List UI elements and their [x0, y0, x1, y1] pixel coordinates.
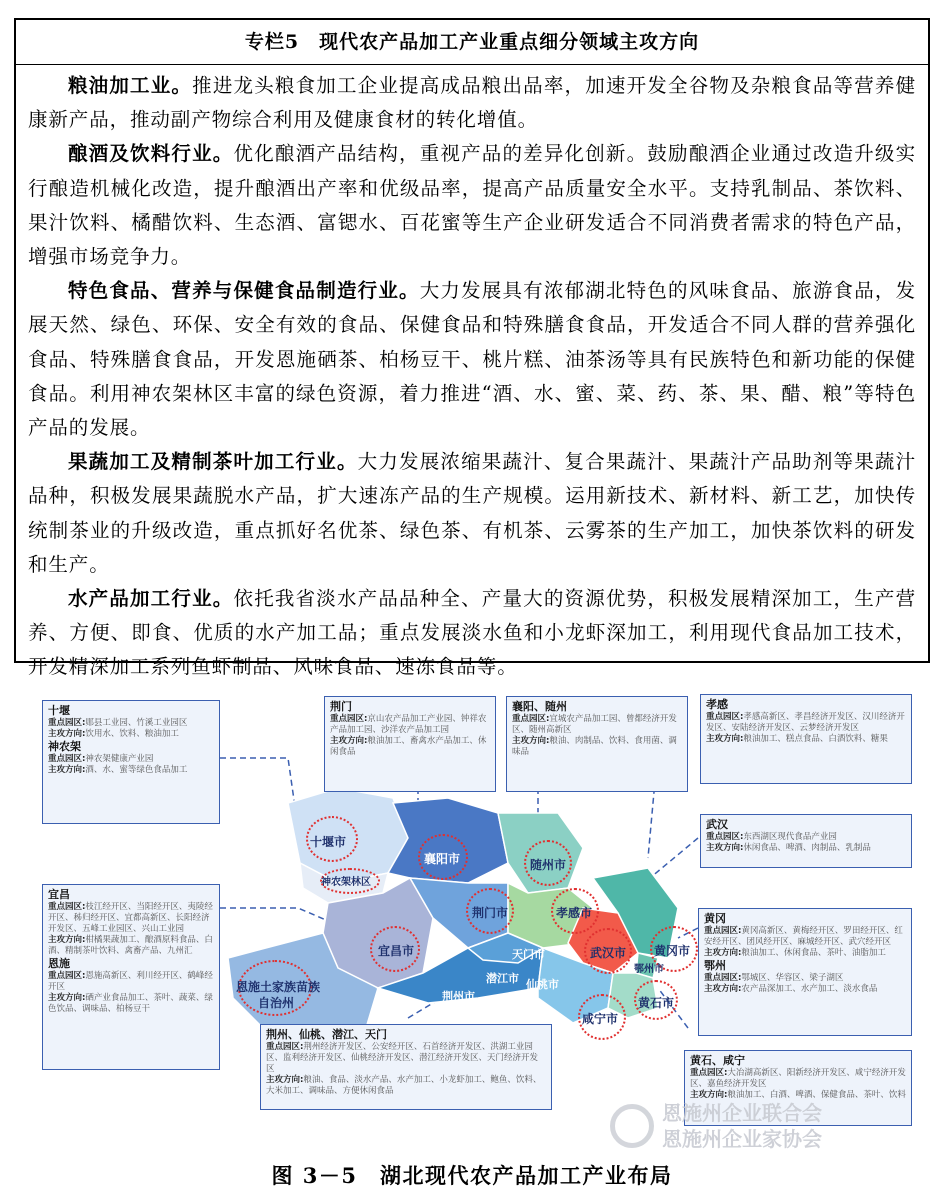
paragraph-text: 大力发展具有浓郁湖北特色的风味食品、旅游食品，发展天然、绿色、环保、安全有效的食品、保健食品和特殊膳食食品，开发适合不同人群的营养强化食品、特殊膳食食品，开发恩施硒茶、柏杨豆干、桃片糕、油茶汤等具有民族特色和新功能的保健食品。利用神农架林区丰富的绿色资源，着力推进“酒、水、蜜、菜、药、茶、果、醋、粮”等特色产品的发展。 [28, 279, 916, 440]
callout-key: 主攻方向: [48, 935, 86, 945]
paragraph-text: 优化酿酒产品结构，重视产品的差异化创新。鼓励酿酒企业通过改造升级实行酿造机械化改造，提升酿酒出产率和优级品率，提高产品质量安全水平。支持乳制品、茶饮料、果汁饮料、橘醋饮料、生态酒、富锶水、百花蜜等生产企业研发适合不同消费者需求的特色产品，增强市场竞争力。 [28, 142, 917, 269]
callout-line [48, 935, 214, 957]
callout-line [330, 736, 490, 758]
watermark [620, 1100, 920, 1152]
callout-value: 粮油加工、糕点食品、白酒饮料、糖果 [743, 734, 888, 744]
callout-title: 宜昌 [48, 888, 70, 901]
city-label: 潜江市 [486, 972, 519, 985]
callout-key: 主攻方向: [266, 1075, 304, 1085]
callout-huanggang [698, 908, 912, 1036]
callout-key: 重点园区: [330, 714, 368, 724]
column-box [14, 18, 930, 679]
callout-key: 重点园区: [48, 902, 86, 912]
callout-key: 重点园区: [690, 1068, 728, 1078]
callout-value: 大冶湖高新区、阳新经济开发区、咸宁经济开发区、嘉鱼经济开发区 [690, 1068, 906, 1089]
callout-line [330, 714, 490, 736]
city-label: 宜昌市 [378, 944, 415, 958]
city-label: 荆州市 [442, 990, 475, 1003]
callout-shiyan [42, 700, 220, 824]
callout-key: 主攻方向: [690, 1090, 728, 1100]
callout-key: 重点园区: [266, 1042, 304, 1052]
paragraph-head: 粮油加工业。 [67, 74, 193, 97]
callout-title: 荆州、仙桃、潜江、天门 [266, 1028, 387, 1041]
callout-line [704, 973, 906, 984]
callout-value: 硒产业食品加工、茶叶、蔬菜、绿色饮品、调味品、柏杨豆干 [48, 993, 213, 1014]
city-label: 自治州 [258, 996, 295, 1010]
callout-key: 主攻方向: [48, 729, 86, 739]
city-label: 天门市 [512, 948, 545, 961]
callout-value: 粮油、肉制品、饮料、食用菌、调味品 [512, 736, 677, 757]
city-label: 十堰市 [310, 835, 347, 849]
callout-value: 孝感高新区、孝昌经济开发区、汉川经济开发区、安陆经济开发区、云梦经济开发区 [706, 712, 905, 733]
city-label: 神农架林区 [321, 877, 371, 888]
watermark-line1: 恩施州企业联合会 [662, 1101, 822, 1125]
callout-line [704, 926, 906, 948]
callout-key: 主攻方向: [48, 765, 86, 775]
paragraph-liquor-beverage [28, 137, 916, 274]
callout-line [704, 984, 906, 995]
callout-xiangyang [506, 696, 688, 792]
callout-title: 武汉 [706, 818, 728, 831]
callout-line [48, 754, 214, 765]
callout-key: 主攻方向: [704, 948, 742, 958]
callout-value: 鄂城区、华容区、梁子湖区 [741, 973, 844, 983]
callout-title: 神农架 [48, 740, 81, 753]
paragraph-head: 水产品加工行业。 [67, 587, 234, 611]
callout-line [48, 729, 214, 740]
city-label: 孝感市 [556, 906, 593, 920]
callout-key: 主攻方向: [704, 984, 742, 994]
callout-wuhan [700, 814, 912, 868]
callout-line [690, 1068, 906, 1090]
callout-key: 重点园区: [512, 714, 550, 724]
callout-value: 粮油加工、休闲食品、茶叶、油脂加工 [741, 948, 886, 958]
callout-key: 重点园区: [706, 712, 744, 722]
callout-line [48, 971, 214, 993]
watermark-logo-icon [610, 1104, 654, 1148]
callout-line [266, 1075, 546, 1097]
callout-value: 饮用水、饮料、粮油加工 [85, 729, 179, 739]
box-body [16, 65, 928, 685]
callout-xiaogan [700, 694, 912, 784]
paragraph-head: 果蔬加工及精制茶叶加工行业。 [67, 450, 358, 474]
callout-value: 郧县工业园、竹溪工业园区 [85, 718, 188, 728]
callout-line [48, 902, 214, 935]
callout-title: 黄冈 [704, 912, 726, 925]
paragraph-fruit-tea [28, 445, 916, 582]
city-label: 荆门市 [472, 906, 509, 920]
callout-value: 京山农产品加工产业园、钟祥农产品加工园、沙洋农产品加工园 [330, 714, 487, 735]
city-label: 鄂州市 [634, 964, 664, 975]
watermark-line2: 恩施州企业家协会 [662, 1127, 822, 1151]
callout-jingmen [324, 696, 496, 792]
callout-title: 鄂州 [704, 959, 726, 972]
city-label: 黄冈市 [654, 944, 691, 958]
callout-key: 主攻方向: [706, 734, 744, 744]
callout-line [704, 948, 906, 959]
callout-line [512, 736, 682, 758]
callout-value: 农产品深加工、水产加工、淡水食品 [741, 984, 878, 994]
callout-key: 重点园区: [704, 926, 742, 936]
paragraph-text: 依托我省淡水产品品种全、产量大的资源优势，积极发展精深加工，生产营养、方便、即食、优质的水产加工品；重点发展淡水鱼和小龙虾深加工，利用现代食品加工技术，开发精深加工系列鱼虾制品、风味食品、速冻食品等。 [28, 587, 917, 679]
callout-value: 粮油、食品、淡水产品、水产加工、小龙虾加工、鲍鱼、饮料、大米加工、调味品、方便休闲食品 [266, 1075, 542, 1096]
callout-key: 主攻方向: [512, 736, 550, 746]
city-label: 武汉市 [590, 946, 627, 960]
callout-line [512, 714, 682, 736]
paragraph-text: 大力发展浓缩果蔬汁、复合果蔬汁、果蔬汁产品助剂等果蔬汁品种，积极发展果蔬脱水产品，扩大速冻产品的生产规模。运用新技术、新材料、新工艺，加快传统制茶业的升级改造，重点抓好名优茶、绿色茶、有机茶、云雾茶的生产加工，加快茶饮料的研发和生产。 [28, 450, 916, 576]
callout-key: 主攻方向: [330, 736, 368, 746]
callout-line [706, 712, 906, 734]
callout-value: 粮油加工、白酒、啤酒、保健食品、茶叶、饮料 [727, 1090, 906, 1100]
callout-line [48, 718, 214, 729]
callout-key: 重点园区: [48, 754, 86, 764]
callout-value: 宜城农产品加工园、曾都经济开发区、随州高新区 [512, 714, 677, 735]
callout-key: 重点园区: [706, 832, 744, 842]
callout-title: 襄阳、随州 [512, 700, 567, 713]
callout-title: 恩施 [48, 957, 70, 970]
callout-value: 黄冈高新区、黄梅经开区、罗田经开区、红安经开区、团风经开区、麻城经开区、武穴经开区 [704, 926, 903, 947]
callout-title: 孝感 [706, 698, 728, 711]
callout-line [48, 765, 214, 776]
box-title: 专栏5 现代农产品加工产业重点细分领域主攻方向 [16, 20, 928, 65]
callout-value: 枝江经开区、当阳经开区、夷陵经开区、秭归经开区、宜都高新区、长阳经济开发区、五峰工业园区、兴山工业园 [48, 902, 213, 934]
callout-value: 柑橘果蔬加工、酿酒原料食品、白酒、精制茶叶饮料、禽畜产品、九州汇 [48, 935, 213, 956]
callout-key: 主攻方向: [706, 843, 744, 853]
callout-line [706, 734, 906, 745]
callout-value: 东西湖区现代食品产业园 [743, 832, 837, 842]
callout-key: 重点园区: [704, 973, 742, 983]
callout-line [706, 843, 906, 854]
city-label: 咸宁市 [582, 1012, 619, 1026]
city-label: 恩施土家族苗族 [236, 980, 321, 994]
callout-key: 重点园区: [48, 718, 86, 728]
callout-key: 主攻方向: [48, 993, 86, 1003]
figure-caption: 图 3－5 湖北现代农产品加工产业布局 [271, 1163, 673, 1188]
callout-line [706, 832, 906, 843]
callout-line [48, 993, 214, 1015]
paragraph-text: 推进龙头粮食加工企业提高成品粮出品率，加速开发全谷物及杂粮食品等营养健康新产品，推动副产物综合利用及健康食材的转化增值。 [28, 74, 916, 132]
city-label: 随州市 [530, 858, 567, 872]
callout-value: 酒、水、蜜等绿色食品加工 [85, 765, 188, 775]
city-label: 黄石市 [638, 996, 675, 1010]
paragraph-grain-oil [28, 69, 916, 137]
callout-value: 休闲食品、啤酒、肉制品、乳制品 [743, 843, 871, 853]
callout-title: 荆门 [330, 700, 352, 713]
callout-jingzhou [260, 1024, 552, 1110]
callout-title: 十堰 [48, 704, 70, 717]
city-label: 仙桃市 [526, 978, 559, 991]
callout-value: 恩施高新区、利川经开区、鹤峰经开区 [48, 971, 213, 992]
callout-yichang [42, 884, 220, 1070]
hubei-map-figure [38, 688, 918, 1128]
callout-key: 重点园区: [48, 971, 86, 981]
callout-value: 荆州经济开发区、公安经开区、石首经济开发区、洪湖工业园区、监利经济开发区、仙桃经济开发区、潜江经济开发区、天门经济开发区 [266, 1042, 539, 1074]
paragraph-special-food [28, 274, 916, 445]
callout-line [266, 1042, 546, 1075]
paragraph-head: 酿酒及饮料行业。 [67, 142, 234, 166]
city-label: 襄阳市 [424, 852, 461, 866]
paragraph-head: 特色食品、营养与保健食品制造行业。 [67, 279, 420, 303]
callout-value: 神农架健康产业园 [85, 754, 154, 764]
paragraph-aquatic [28, 582, 916, 685]
callout-title: 黄石、咸宁 [690, 1054, 745, 1067]
callout-value: 粮油加工、畜禽水产品加工、休闲食品 [330, 736, 487, 757]
